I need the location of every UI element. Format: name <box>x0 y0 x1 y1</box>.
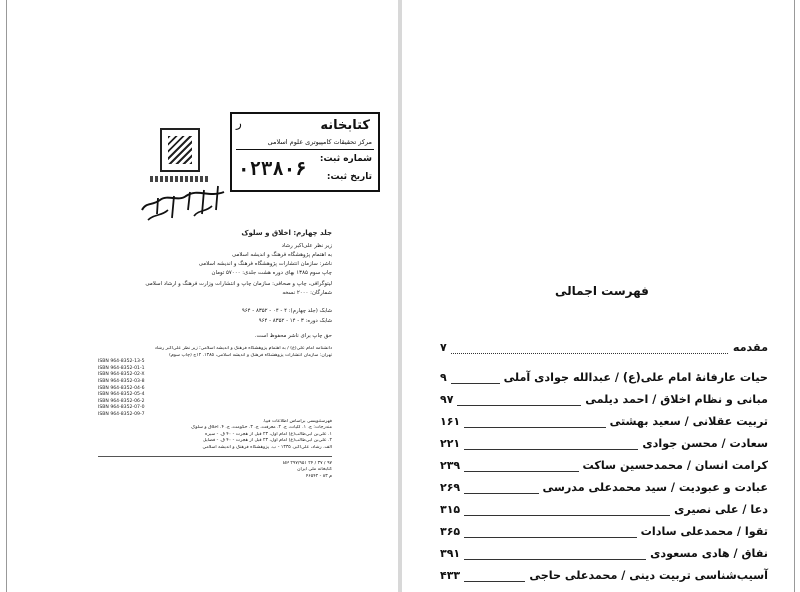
cip-note: فهرستنویسی براساس اطلاعات فیپا. <box>262 418 332 424</box>
toc-entry <box>440 368 768 388</box>
toc-entry <box>440 478 768 498</box>
stamp-reg-date-label: تاریخ ثبت: <box>326 172 372 182</box>
toc-entry <box>440 456 768 476</box>
cataloging-block <box>98 346 332 480</box>
toc-entry-page: ۲۲۱ <box>440 437 464 450</box>
toc-entry-page: ۱۶۱ <box>440 415 464 428</box>
toc-heading: فهرست اجمالی <box>555 284 649 298</box>
colophon-page <box>0 0 398 592</box>
stamp-reg-number: ۰۲۳۸۰۶ <box>238 158 307 180</box>
isbn-line: ISBN 964-8352-13-5 <box>98 359 145 365</box>
toc-entry-title: کرامت انسان / محمدحسین ساکت <box>579 459 769 472</box>
page-edge-line <box>794 0 795 592</box>
toc-entry <box>440 566 768 586</box>
toc-entry-page: ۴۳۳ <box>440 569 464 582</box>
copyright-line: حق چاپ برای ناشر محفوظ است. <box>254 333 332 339</box>
cip-divider <box>98 456 332 457</box>
toc-leader <box>440 353 768 354</box>
toc-entry-title: آسیب‌شناسی تربیت دینی / محمدعلی حاجی <box>525 569 768 582</box>
isbn-line: ISBN 964-8352-01-1 <box>98 365 145 371</box>
colophon-line: شابک (جلد چهارم): ۴ - ۰۴ - ۸۳۵۲ - ۹۶۴ <box>241 308 332 314</box>
toc-entry-title: تقوا / محمدعلی سادات <box>637 525 768 538</box>
volume-title: جلد چهارم: اخلاق و سلوک <box>241 229 332 237</box>
toc-entry-page: ۹ <box>440 371 451 384</box>
toc-entry-title: نفاق / هادی مسعودی <box>646 547 768 560</box>
toc-entry-page: ۹۷ <box>440 393 457 406</box>
toc-entry-page: ۲۶۹ <box>440 481 464 494</box>
isbn-line: ISBN 964-8352-02-X <box>98 372 145 378</box>
isbn-line: ISBN 964-8352-09-7 <box>98 411 145 417</box>
toc-entry-page: ۳۶۵ <box>440 525 464 538</box>
isbn-line: ISBN 964-8352-07-0 <box>98 405 145 411</box>
toc-entry-page: ۲۳۹ <box>440 459 464 472</box>
cip-header-line: دانشنامه امام علی(ع) / به اهتمام پژوهشگاه فرهنگ و اندیشه اسلامی؛ زیر نظر علی‌اکبر رشاد <box>154 346 332 351</box>
national-library: کتابخانه ملی ایران <box>297 467 332 473</box>
toc-entry <box>440 390 768 410</box>
isbn-line: ISBN 964-8352-03-8 <box>98 378 145 384</box>
colophon-line: شابک دوره: ۳ - ۱۴ - ۸۳۵۲ - ۹۶۴ <box>258 318 332 324</box>
cip-note: ۱. علی‌بن ابی‌طالب(ع) امام اول، ۲۳ قبل از هجرت - ۴۰ ق. - سیره <box>205 431 332 437</box>
toc-entry-title: حیات عارفانهٔ امام علی(ع) / عبدالله جوادی آملی <box>500 371 768 384</box>
toc-entry-title: سعادت / محسن جوادی <box>638 437 768 450</box>
colophon-line: شمارگان: ۲۰۰۰ نسخه <box>282 290 332 296</box>
toc-entry-page: ۷ <box>440 341 451 354</box>
toc-entry <box>440 500 768 520</box>
stamp-divider <box>236 149 374 150</box>
stamp-corner-mark: ر <box>236 116 242 130</box>
toc-entry <box>440 412 768 432</box>
colophon-line: ناشر: سازمان انتشارات پژوهشگاه فرهنگ و اندیشه اسلامی <box>198 261 332 267</box>
library-record-number: م ۸۳ - ۴۶۵۴۲ <box>305 473 332 479</box>
cip-note: الف. رشاد، علی‌اکبر، ۱۳۳۵ - ب. پژوهشگاه فرهنگ و اندیشه اسلامی <box>202 444 332 450</box>
toc-entry <box>440 544 768 564</box>
publisher-logo-icon <box>160 128 200 172</box>
colophon-line: زیر نظر علی‌اکبر رشاد <box>281 243 332 249</box>
toc-entry <box>440 522 768 542</box>
colophon-line: به اهتمام پژوهشگاه فرهنگ و اندیشه اسلامی <box>232 252 332 258</box>
toc-entry-title: عبادت و عبودیت / سید محمدعلی مدرسی <box>539 481 768 494</box>
colophon-line: چاپ سوم ۱۳۸۵ بهای دوره هشت جلدی: ۵۷۰۰۰ تومان <box>211 270 332 276</box>
toc-entry-page: ۳۹۱ <box>440 547 464 560</box>
stamp-subtitle: مرکز تحقیقات کامپیوتری علوم اسلامی <box>267 138 372 146</box>
cip-note: مندرجات: ج. ۱. کلیات، ج. ۲. معرفت، ج. ۳. حکومت، ج. ۴. اخلاق و سلوک <box>191 425 332 431</box>
calligraphy-title-icon <box>138 180 228 224</box>
library-stamp <box>230 112 380 192</box>
cip-header-line: تهران: سازمان انتشارات پژوهشگاه فرهنگ و اندیشه اسلامی، ۱۳۸۵. ۱۲ج (چاپ سوم) <box>169 352 332 358</box>
cip-note: ۲. علی‌بن ابی‌طالب(ع) امام اول، ۲۳ قبل از هجرت - ۴۰ ق. - فضایل <box>202 438 332 444</box>
toc-entry <box>440 434 768 454</box>
stamp-title: کتابخانه <box>320 118 370 133</box>
page-edge-line <box>6 0 7 592</box>
toc-entry-title: دعا / علی نصیری <box>670 503 768 516</box>
toc-entry-page: ۳۱۵ <box>440 503 464 516</box>
toc-entry-title: مقدمه <box>729 341 768 354</box>
colophon-line: لیتوگرافی، چاپ و صحافی: سازمان چاپ و انتشارات وزارت فرهنگ و ارشاد اسلامی <box>145 281 332 287</box>
class-numbers: ۹۷ / ۳۷ / ۲۴ BP ۲۹۷/۹۵۱ <box>283 460 332 466</box>
isbn-line: ISBN 964-8352-05-4 <box>98 392 145 398</box>
toc-entry-title: مبانی و نظام اخلاق / احمد دیلمی <box>581 393 768 406</box>
isbn-line: ISBN 964-8352-06-2 <box>98 398 145 404</box>
toc-entry-title: تربیت عقلانی / سعید بهشتی <box>606 415 768 428</box>
toc-entry <box>440 338 768 358</box>
isbn-line: ISBN 964-8352-04-6 <box>98 385 145 391</box>
stamp-reg-number-label: شماره ثبت: <box>319 154 372 164</box>
